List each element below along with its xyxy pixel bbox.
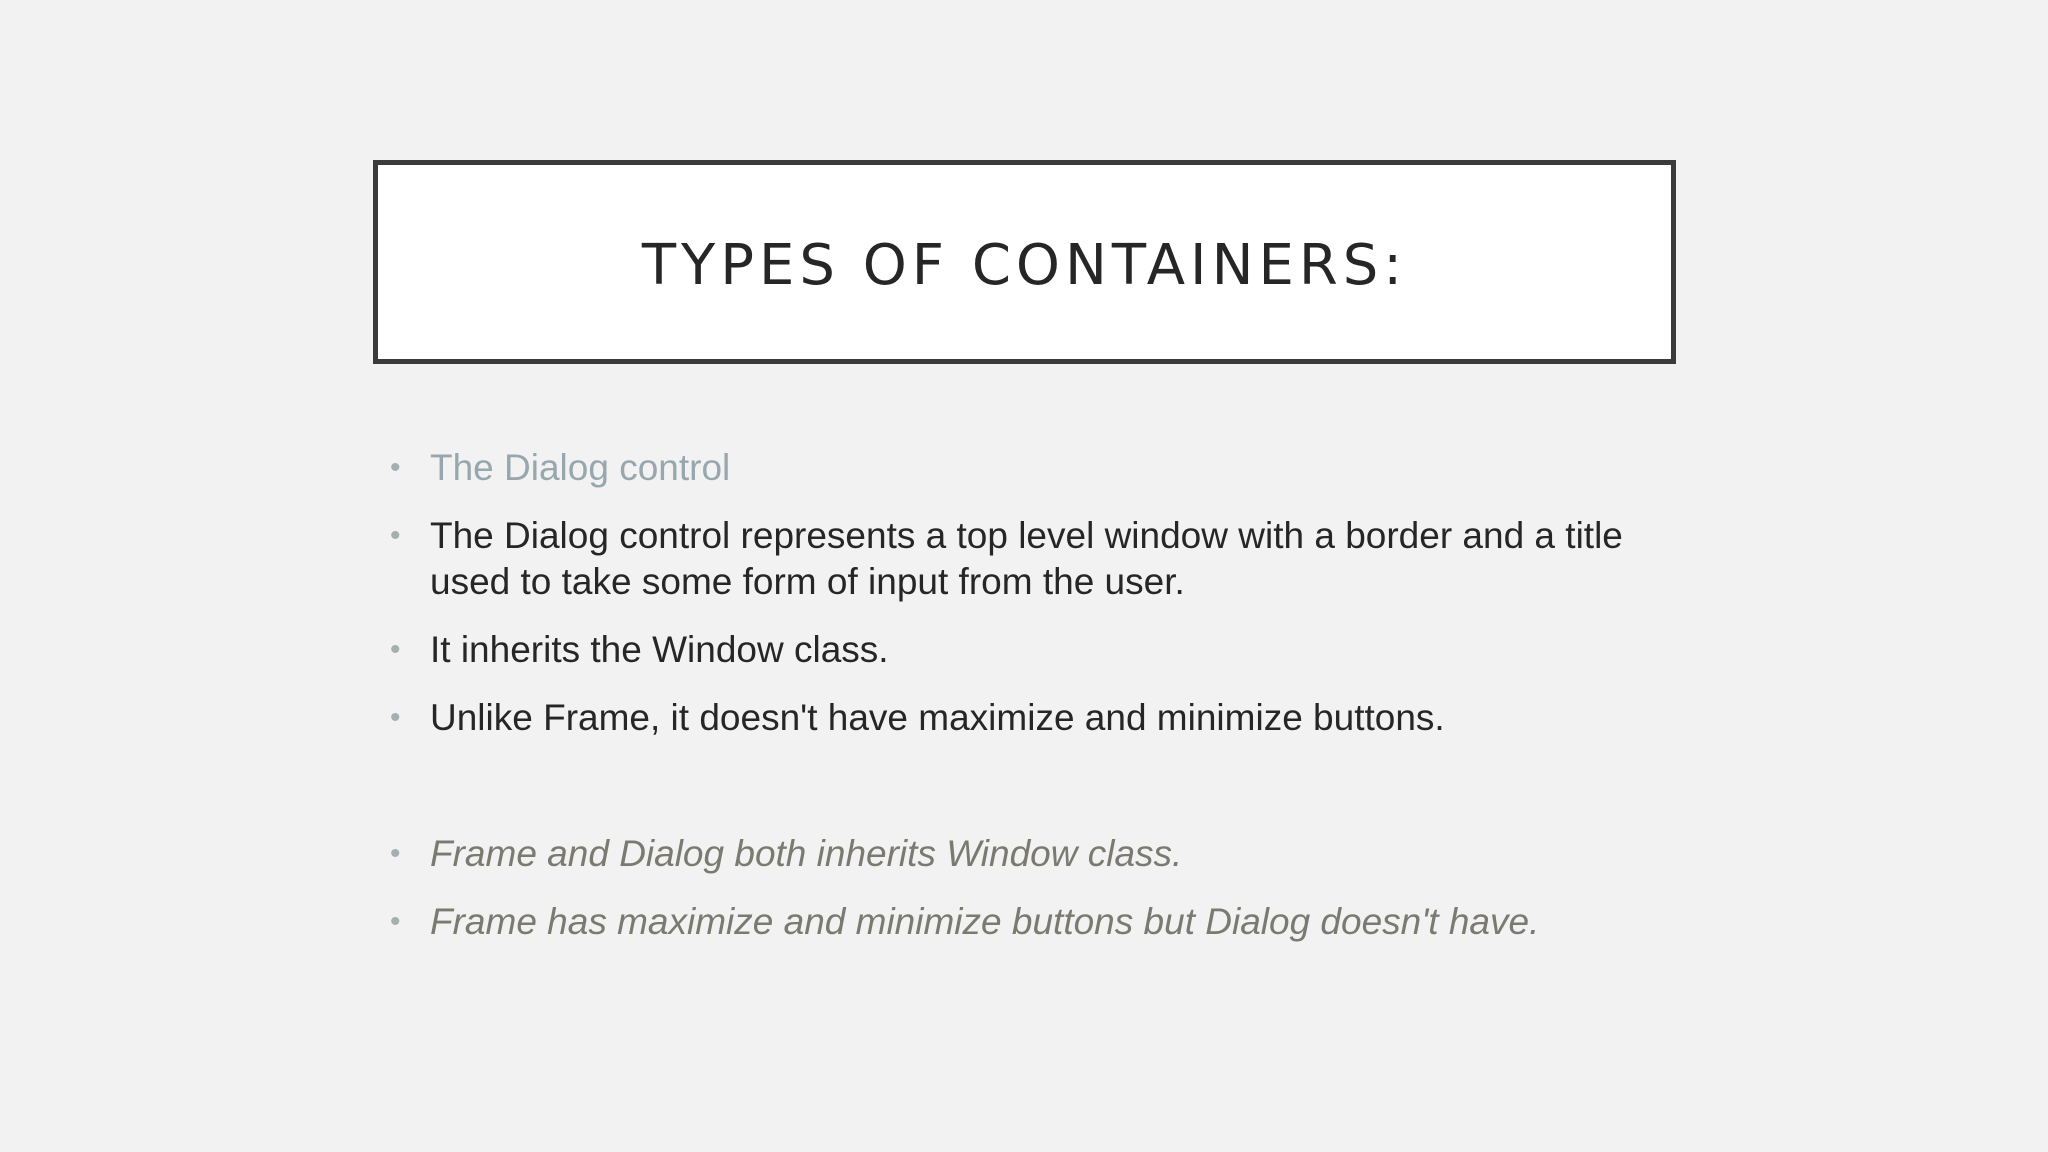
note-item — [380, 899, 1680, 945]
bullet-text: Unlike Frame, it doesn't have maximize and minimize buttons. — [430, 697, 1445, 738]
bullet-spacer — [380, 763, 1680, 831]
slide-title: TYPES OF CONTAINERS: — [641, 232, 1408, 298]
bullet-item — [380, 513, 1680, 605]
bullet-dot-icon: • — [390, 701, 401, 734]
bullet-text: The Dialog control — [430, 447, 731, 488]
bullet-item — [380, 695, 1680, 741]
bullet-dot-icon: • — [390, 633, 401, 666]
bullet-text: The Dialog control represents a top level window with a border and a title used to take some form of input from the user. — [430, 515, 1623, 602]
bullet-item — [380, 445, 1680, 491]
bullet-dot-icon: • — [390, 519, 401, 552]
bullet-dot-icon: • — [390, 451, 401, 484]
note-item — [380, 831, 1680, 877]
bullet-dot-icon: • — [390, 837, 401, 870]
bullet-text: It inherits the Window class. — [430, 629, 889, 670]
note-text: Frame and Dialog both inherits Window class. — [430, 833, 1183, 874]
bullet-dot-icon: • — [390, 905, 401, 938]
title-box — [373, 160, 1676, 364]
bullet-list — [380, 445, 1680, 967]
note-text: Frame has maximize and minimize buttons but Dialog doesn't have. — [430, 901, 1540, 942]
bullet-item — [380, 627, 1680, 673]
